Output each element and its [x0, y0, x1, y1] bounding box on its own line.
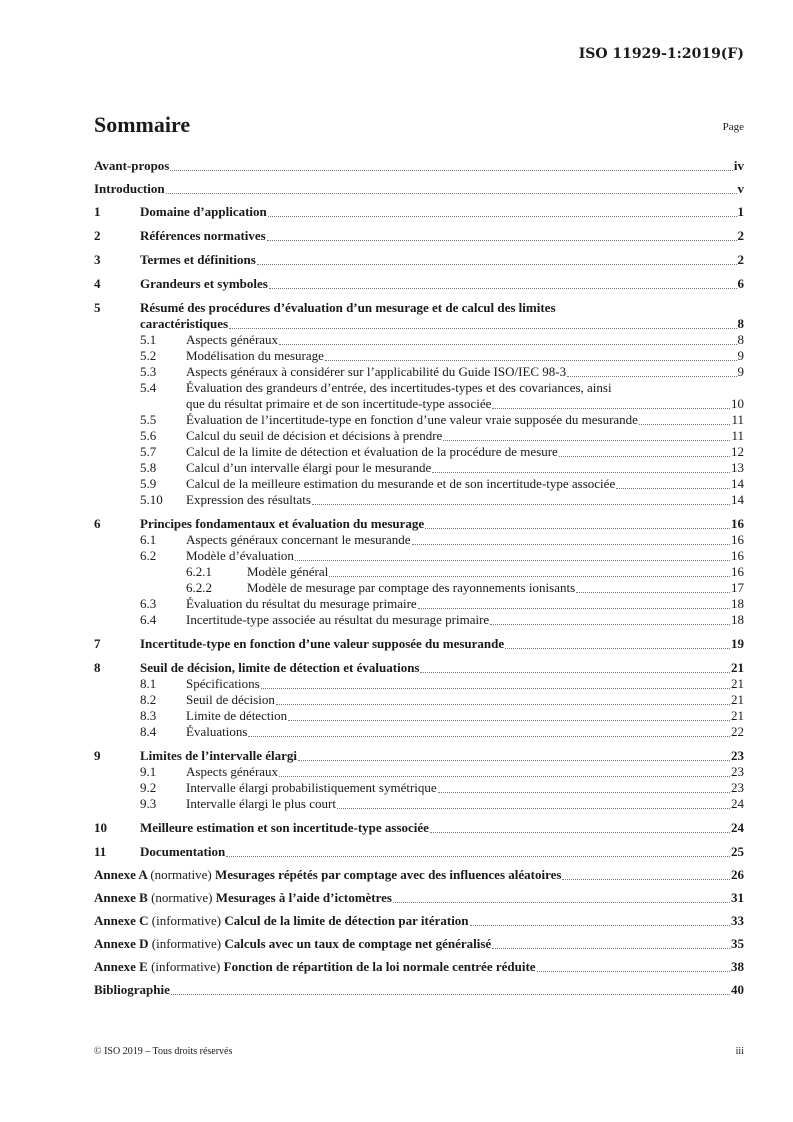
toc-entry-page: 31 — [731, 890, 744, 905]
toc-entry-page: 2 — [737, 252, 744, 267]
toc-entry-title: Intervalle élargi le plus court — [186, 796, 336, 811]
toc-entry-page: v — [737, 181, 744, 196]
toc-entry-line — [140, 820, 744, 836]
toc-entry[interactable] — [94, 708, 744, 724]
toc-entry-line — [186, 460, 744, 476]
toc-entry-number: 5.4 — [140, 380, 157, 395]
toc-entry-title: Aspects généraux — [186, 332, 279, 347]
toc-entry-line — [140, 660, 744, 676]
dot-leader — [268, 216, 737, 217]
toc-entry-number: 6.2.1 — [186, 564, 212, 579]
toc-entry[interactable] — [94, 596, 744, 612]
dot-leader — [269, 288, 737, 289]
toc-entry-title: Seuil de décision, limite de détection et évaluations — [140, 660, 420, 675]
toc-entry[interactable] — [94, 444, 744, 460]
toc-entry-line — [186, 492, 744, 508]
toc-entry-title: Limites de l’intervalle élargi — [140, 748, 298, 763]
toc-entry-title: Aspects généraux à considérer sur l’applicabilité du Guide ISO/IEC 98-3 — [186, 364, 567, 379]
toc-entry-page: 23 — [731, 764, 744, 779]
toc-entry-number: 5.6 — [140, 428, 157, 443]
toc-entry-title: Grandeurs et symboles — [140, 276, 268, 291]
page-number: iii — [735, 1046, 744, 1057]
toc-entry-page: 6 — [737, 276, 744, 291]
toc-entry-line — [186, 396, 744, 412]
toc-entry-line — [186, 764, 744, 780]
dot-leader — [329, 576, 730, 577]
toc-entry-line — [186, 780, 744, 796]
toc-entry-title: Calcul d’un intervalle élargi pour le mesurande — [186, 460, 432, 475]
toc-entry-number: 6.1 — [140, 532, 157, 547]
toc-entry-line — [140, 516, 744, 532]
dot-leader — [170, 170, 733, 171]
toc-entry-title — [94, 913, 469, 929]
toc-entry[interactable] — [94, 796, 744, 812]
dot-leader — [639, 424, 731, 425]
toc-entry[interactable] — [94, 332, 744, 348]
toc-entry-line — [186, 428, 744, 444]
toc-entry-number: 5.5 — [140, 412, 157, 427]
toc-entry-page: 26 — [731, 867, 744, 882]
toc-entry-line — [140, 252, 744, 268]
toc-entry[interactable] — [94, 748, 744, 764]
annex-label: Annexe A — [94, 867, 148, 882]
toc-entry[interactable] — [94, 380, 744, 412]
toc-entry-page: 9 — [737, 364, 744, 379]
toc-entry-number: 5.9 — [140, 476, 157, 491]
toc-entry-title: Seuil de décision — [186, 692, 275, 707]
toc-entry-number: 5.1 — [140, 332, 157, 347]
toc-entry-title: Domaine d’application — [140, 204, 267, 219]
dot-leader — [288, 720, 730, 721]
dot-leader — [312, 504, 730, 505]
toc-entry-title: Calcul de la limite de détection et évaluation de la procédure de mesure — [186, 444, 558, 459]
dot-leader — [261, 688, 730, 689]
toc-entry-title: Avant-propos — [94, 158, 170, 173]
toc-entry-line — [186, 412, 744, 428]
toc-entry[interactable] — [94, 181, 744, 197]
toc-entry-title — [94, 890, 392, 906]
toc-entry-page: 24 — [731, 796, 744, 811]
dot-leader — [438, 792, 730, 793]
dot-leader — [418, 608, 730, 609]
toc-entry-page: 16 — [731, 516, 744, 531]
toc-entry-number: 8.3 — [140, 708, 157, 723]
toc-entry-line — [140, 316, 744, 332]
toc-entry-title-line: Résumé des procédures d’évaluation d’un mesurage et de calcul des limites — [140, 300, 556, 315]
toc-entry-title: Évaluation de l’incertitude-type en fonction d’une valeur vraie supposée du mesurande — [186, 412, 638, 427]
toc-entry-number: 9.1 — [140, 764, 157, 779]
toc-entry-page: 19 — [731, 636, 744, 651]
dot-leader — [470, 925, 730, 926]
annex-title: Calcul de la limite de détection par itération — [224, 913, 469, 928]
toc-entry-line — [186, 596, 744, 612]
toc-entry[interactable] — [94, 300, 744, 332]
toc-entry-number: 5.8 — [140, 460, 157, 475]
toc-entry[interactable] — [94, 820, 744, 836]
toc-entry[interactable] — [94, 660, 744, 676]
toc-entry[interactable] — [94, 612, 744, 628]
toc-entry-line — [140, 636, 744, 652]
toc-entry-title: Principes fondamentaux et évaluation du mesurage — [140, 516, 425, 531]
toc-entry-number: 8 — [94, 660, 101, 675]
toc-entry-page: 17 — [731, 580, 744, 595]
annex-qualifier: (informative) — [151, 936, 222, 951]
toc-entry-number: 7 — [94, 636, 101, 651]
toc-entry-line — [94, 181, 744, 197]
toc-entry-line — [186, 548, 744, 564]
toc-entry[interactable] — [94, 780, 744, 796]
dot-leader — [537, 971, 730, 972]
toc-entry[interactable] — [94, 764, 744, 780]
toc-entry-title: Évaluations — [186, 724, 248, 739]
toc-entry-number: 6.2 — [140, 548, 157, 563]
toc-entry[interactable] — [94, 460, 744, 476]
dot-leader — [562, 879, 730, 880]
toc-entry-number: 11 — [94, 844, 107, 859]
toc-entry-title: Modèle d’évaluation — [186, 548, 294, 563]
toc-entry-number: 8.2 — [140, 692, 157, 707]
toc-entry-page: 14 — [731, 476, 744, 491]
toc-entry-title: Calcul du seuil de décision et décisions à prendre — [186, 428, 443, 443]
toc-entry-line — [186, 796, 744, 812]
annex-title: Calculs avec un taux de comptage net généralisé — [224, 936, 492, 951]
toc-entry-title: caractéristiques — [140, 316, 229, 331]
toc-entry-title — [94, 959, 536, 975]
toc-entry-title — [94, 936, 491, 952]
dot-leader — [432, 472, 730, 473]
annex-title: Mesurages répétés par comptage avec des influences aléatoires — [214, 867, 562, 882]
toc-entry-title — [94, 867, 561, 883]
toc-entry-page: 8 — [737, 332, 744, 347]
toc-entry-line — [186, 724, 744, 740]
toc-entry-page: 16 — [731, 548, 744, 563]
toc-entry-line — [186, 612, 744, 628]
toc-entry-number: 9.3 — [140, 796, 157, 811]
toc-entry-title: Incertitude-type associée au résultat du mesurage primaire — [186, 612, 490, 627]
toc-entry-line — [140, 844, 744, 860]
dot-leader — [279, 776, 730, 777]
toc-entry-line — [186, 348, 744, 364]
dot-leader — [393, 902, 730, 903]
annex-title: Mesurages à l’aide d’ictomètres — [215, 890, 392, 905]
toc-entry-number: 6.3 — [140, 596, 157, 611]
dot-leader — [295, 560, 730, 561]
toc-entry-title: Modélisation du mesurage — [186, 348, 324, 363]
annex-qualifier: (normative) — [151, 890, 213, 905]
toc-entry-title: Bibliographie — [94, 982, 170, 997]
toc-entry-page: 21 — [731, 692, 744, 707]
footer — [94, 1046, 744, 1057]
toc-entry-line — [94, 890, 744, 906]
toc-entry-page: 18 — [731, 612, 744, 627]
dot-leader — [267, 240, 737, 241]
toc-entry-title: Modèle général — [247, 564, 329, 579]
toc-entry-number: 5.10 — [140, 492, 163, 507]
toc-entry-title: Intervalle élargi probabilistiquement symétrique — [186, 780, 437, 795]
toc-entry[interactable] — [94, 936, 744, 952]
dot-leader — [576, 592, 730, 593]
toc-entry-page: 9 — [737, 348, 744, 363]
annex-qualifier: (informative) — [151, 913, 222, 928]
toc-entry-page: 25 — [731, 844, 744, 859]
toc-entry-title-line: Évaluation des grandeurs d’entrée, des incertitudes-types et des covariances, ainsi — [186, 380, 612, 395]
page-title: Sommaire — [94, 112, 191, 137]
dot-leader — [492, 948, 730, 949]
toc-entry-number: 5.2 — [140, 348, 157, 363]
toc-entry[interactable] — [94, 724, 744, 740]
toc-entry-line — [94, 982, 744, 998]
dot-leader — [257, 264, 737, 265]
toc-entry-line — [94, 913, 744, 929]
toc-entry-number: 5 — [94, 300, 101, 315]
toc-entry-page: 11 — [731, 412, 744, 427]
toc-entry-line — [247, 580, 744, 596]
toc-entry-number: 4 — [94, 276, 101, 291]
document-id: ISO 11929-1:2019(F) — [578, 46, 744, 62]
dot-leader — [559, 456, 730, 457]
toc-entry-title: Expression des résultats — [186, 492, 311, 507]
toc-entry-number: 9 — [94, 748, 101, 763]
dot-leader — [337, 808, 730, 809]
toc-entry-line — [186, 692, 744, 708]
dot-leader — [226, 856, 730, 857]
toc-entry[interactable] — [94, 492, 744, 508]
toc-entry-page: 18 — [731, 596, 744, 611]
toc-entry[interactable] — [94, 532, 744, 548]
toc-entry-number: 6 — [94, 516, 101, 531]
toc-entry-number: 2 — [94, 228, 101, 243]
dot-leader — [325, 360, 737, 361]
toc-entry-number: 9.2 — [140, 780, 157, 795]
toc-entry-page: 21 — [731, 676, 744, 691]
toc-entry[interactable] — [94, 158, 744, 174]
toc-entry-line — [94, 936, 744, 952]
toc-entry[interactable] — [94, 692, 744, 708]
dot-leader — [490, 624, 730, 625]
toc-entry-title: Limite de détection — [186, 708, 288, 723]
toc-entry-title: Aspects généraux concernant le mesurande — [186, 532, 411, 547]
toc-entry-page: 40 — [731, 982, 744, 997]
toc-entry-line — [186, 332, 744, 348]
toc-entry-line — [140, 204, 744, 220]
toc-entry-line — [186, 532, 744, 548]
dot-leader — [229, 328, 736, 329]
annex-label: Annexe E — [94, 959, 148, 974]
dot-leader — [248, 736, 730, 737]
toc-entry-page: 38 — [731, 959, 744, 974]
dot-leader — [166, 193, 737, 194]
toc-entry[interactable] — [94, 636, 744, 652]
toc-entry-line — [94, 959, 744, 975]
toc-entry-title: Modèle de mesurage par comptage des rayonnements ionisants — [247, 580, 576, 595]
toc-entry-page: 35 — [731, 936, 744, 951]
toc-entry-line — [94, 158, 744, 174]
dot-leader — [505, 648, 730, 649]
toc-entry-line — [94, 867, 744, 883]
toc-entry[interactable] — [94, 476, 744, 492]
toc-entry-page: 16 — [731, 564, 744, 579]
toc-entry-line — [186, 364, 744, 380]
dot-leader — [420, 672, 730, 673]
toc-entry-number: 6.2.2 — [186, 580, 212, 595]
toc-entry-number: 5.3 — [140, 364, 157, 379]
dot-leader — [298, 760, 730, 761]
toc-entry[interactable] — [94, 548, 744, 564]
toc-entry[interactable] — [94, 276, 744, 292]
toc-entry-title: Calcul de la meilleure estimation du mesurande et de son incertitude-type associée — [186, 476, 616, 491]
toc-entry[interactable] — [94, 364, 744, 380]
annex-label: Annexe C — [94, 913, 149, 928]
annex-label: Annexe B — [94, 890, 148, 905]
dot-leader — [492, 408, 730, 409]
toc-entry[interactable] — [94, 428, 744, 444]
copyright: © ISO 2019 – Tous droits réservés — [94, 1046, 233, 1057]
toc-entry-title: que du résultat primaire et de son incertitude-type associée — [186, 396, 492, 411]
annex-qualifier: (normative) — [150, 867, 212, 882]
toc-entry-page: 23 — [731, 780, 744, 795]
toc-entry[interactable] — [94, 844, 744, 860]
dot-leader — [412, 544, 730, 545]
toc-entry-page: 21 — [731, 660, 744, 675]
toc-entry[interactable] — [94, 564, 744, 580]
dot-leader — [430, 832, 730, 833]
toc-entry-line — [140, 228, 744, 244]
toc-entry[interactable] — [94, 867, 744, 883]
toc-entry-number: 10 — [94, 820, 107, 835]
toc-entry-title: Références normatives — [140, 228, 266, 243]
toc-entry-line — [247, 564, 744, 580]
toc-entry-number: 8.1 — [140, 676, 157, 691]
toc-entry[interactable] — [94, 228, 744, 244]
toc-entry[interactable] — [94, 204, 744, 220]
toc-entry[interactable] — [94, 890, 744, 906]
toc-entry[interactable] — [94, 580, 744, 596]
toc-entry-number: 3 — [94, 252, 101, 267]
dot-leader — [567, 376, 736, 377]
toc-entry-page: 10 — [731, 396, 744, 411]
toc-entry-page: 16 — [731, 532, 744, 547]
dot-leader — [443, 440, 730, 441]
annex-title: Fonction de répartition de la loi normale centrée réduite — [223, 959, 536, 974]
toc-entry-number: 8.4 — [140, 724, 157, 739]
toc-entry[interactable] — [94, 348, 744, 364]
toc-entry[interactable] — [94, 412, 744, 428]
toc-entry-line — [140, 276, 744, 292]
toc-entry-title: Meilleure estimation et son incertitude-type associée — [140, 820, 429, 835]
dot-leader — [279, 344, 736, 345]
toc-entry[interactable] — [94, 252, 744, 268]
toc-entry-page: 23 — [731, 748, 744, 763]
toc-entry-page: 21 — [731, 708, 744, 723]
toc-entry-number: 1 — [94, 204, 101, 219]
toc-entry[interactable] — [94, 676, 744, 692]
toc-entry-title: Termes et définitions — [140, 252, 256, 267]
toc-entry-title: Introduction — [94, 181, 165, 196]
toc-entry-page: 24 — [731, 820, 744, 835]
toc-entry-title: Documentation — [140, 844, 226, 859]
table-of-contents — [94, 158, 744, 998]
toc-entry-title: Aspects généraux — [186, 764, 279, 779]
dot-leader — [171, 994, 730, 995]
toc-entry[interactable] — [94, 982, 744, 998]
toc-entry-line — [186, 444, 744, 460]
toc-entry[interactable] — [94, 959, 744, 975]
annex-label: Annexe D — [94, 936, 149, 951]
toc-entry[interactable] — [94, 913, 744, 929]
toc-entry-page: iv — [733, 158, 744, 173]
toc-entry-title: Spécifications — [186, 676, 260, 691]
toc-entry-line — [186, 476, 744, 492]
dot-leader — [616, 488, 730, 489]
toc-entry-page: 1 — [737, 204, 744, 219]
toc-entry-number: 5.7 — [140, 444, 157, 459]
toc-entry-number: 6.4 — [140, 612, 157, 627]
toc-entry-page: 11 — [731, 428, 744, 443]
toc-entry[interactable] — [94, 516, 744, 532]
dot-leader — [276, 704, 730, 705]
toc-entry-page: 33 — [731, 913, 744, 928]
page-column-label: Page — [722, 121, 744, 133]
annex-qualifier: (informative) — [151, 959, 221, 974]
toc-entry-line — [186, 676, 744, 692]
toc-entry-page: 8 — [737, 316, 744, 331]
toc-entry-page: 12 — [731, 444, 744, 459]
toc-entry-line — [186, 708, 744, 724]
toc-entry-page: 22 — [731, 724, 744, 739]
toc-entry-page: 2 — [737, 228, 744, 243]
dot-leader — [425, 528, 730, 529]
toc-entry-page: 14 — [731, 492, 744, 507]
toc-entry-page: 13 — [731, 460, 744, 475]
toc-entry-title: Incertitude-type en fonction d’une valeur supposée du mesurande — [140, 636, 505, 651]
toc-entry-line — [140, 748, 744, 764]
toc-entry-title: Évaluation du résultat du mesurage primaire — [186, 596, 417, 611]
